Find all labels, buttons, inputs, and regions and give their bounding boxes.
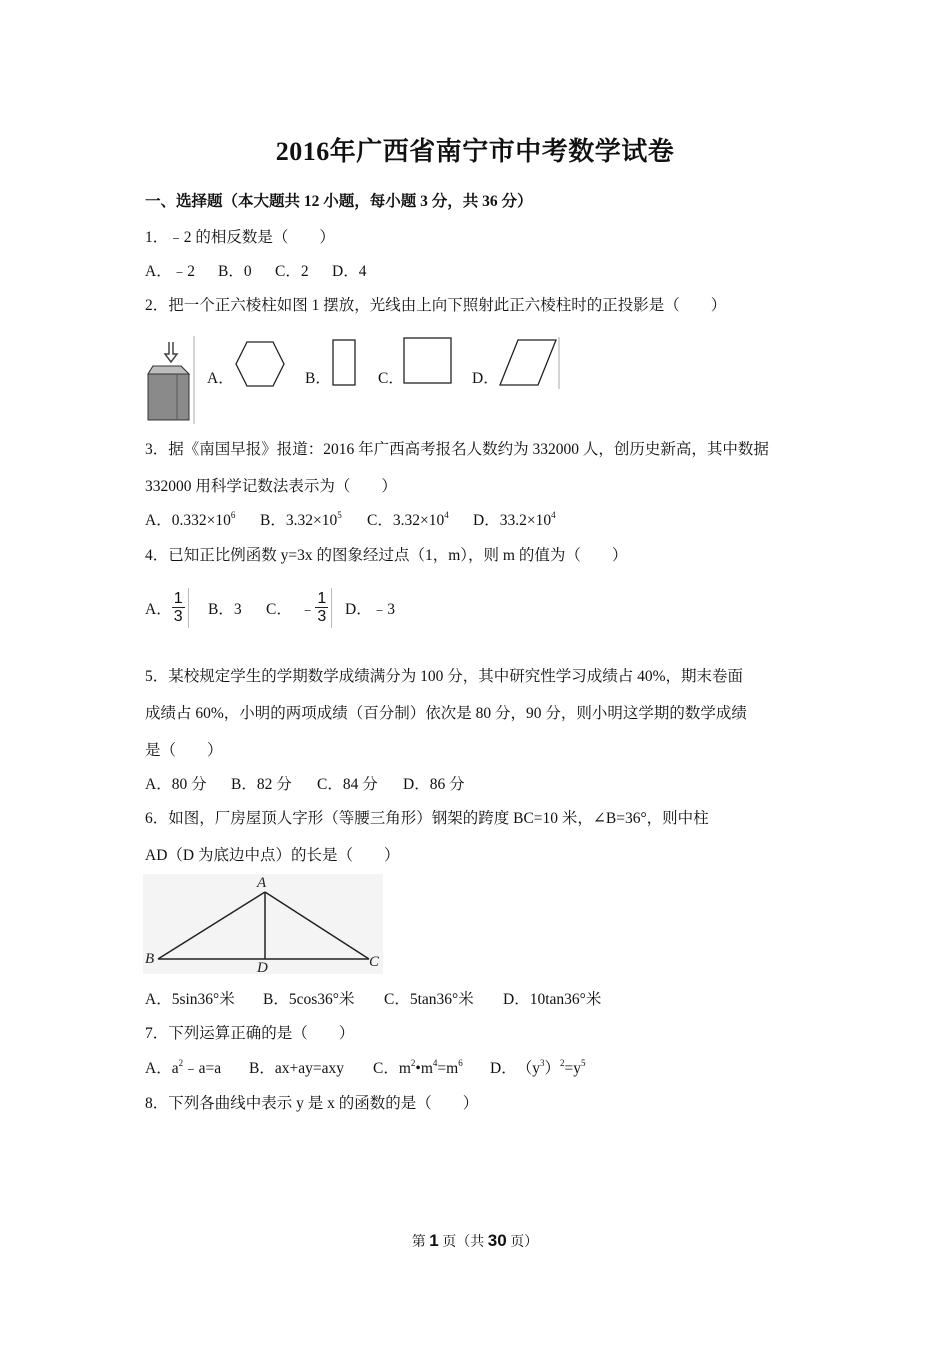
option-a: A．5sin36°米 — [145, 991, 235, 1008]
option-b: B．5cos36°米 — [263, 991, 355, 1008]
question-4-options — [145, 590, 395, 625]
question-2-label-d: D． — [472, 370, 499, 387]
option-a: A． $\frac{1}{3}$ — [145, 590, 208, 625]
question-3-stem-line-1: 3．据《南国早报》报道：2016 年广西高考报名人数约为 332000 人，创历史新高，其中数据 — [145, 441, 769, 458]
vertex-a-label: A — [257, 875, 267, 891]
option-a: A．﹣2 — [145, 263, 195, 280]
option-b: B．3 — [208, 600, 242, 618]
option-d: D．10tan36°米 — [503, 991, 602, 1008]
vertex-b-label: B — [145, 951, 155, 967]
point-d-label: D — [257, 960, 268, 974]
question-3-options — [145, 508, 556, 530]
question-1-stem: 1．﹣2 的相反数是（ ） — [145, 229, 335, 246]
option-a: A．$a^2﹣a=a$ — [145, 1058, 222, 1077]
total-pages: 30 — [487, 1231, 507, 1250]
option-d: D．$(y^3)^2=y^5$ — [490, 1058, 586, 1077]
question-6-stem-line-1: 6．如图，厂房屋顶人字形（等腰三角形）钢架的跨度 BC=10 米，∠B=36°，则中柱 — [145, 810, 709, 827]
option-c: C．$m^2•m^4=m^6$ — [373, 1058, 463, 1077]
section-heading: 一、选择题（本大题共 12 小题，每小题 3 分，共 36 分） — [145, 193, 533, 210]
page-footer: 第 1 页（共 30 页） — [411, 1231, 539, 1250]
vertex-c-label: C — [369, 954, 380, 970]
option-c: C．5tan36°米 — [384, 991, 474, 1008]
current-page-number: 1 — [429, 1231, 439, 1250]
narrow-rectangle-shape — [331, 338, 359, 388]
question-2-label-c: C． — [378, 370, 404, 387]
page-title: 2016年广西省南宁市中考数学试卷 — [275, 137, 675, 166]
triangle-figure — [143, 874, 383, 974]
option-b: B．ax+ay=axy — [249, 1060, 344, 1077]
fraction-one-third: $\frac{1}{3}$ — [315, 590, 332, 625]
question-3-stem-line-2: 332000 用科学记数法表示为（ ） — [145, 478, 397, 495]
option-c: C．2 — [275, 263, 309, 280]
question-5-options — [145, 772, 465, 794]
option-c: C．84 分 — [317, 776, 378, 793]
question-8-stem: 8．下列各曲线中表示 y 是 x 的函数的是（ ） — [145, 1095, 479, 1112]
hexagon-shape — [233, 340, 285, 388]
question-6-stem-line-2: AD（D 为底边中点）的长是（ ） — [145, 847, 400, 864]
question-5-stem-line-3: 是（ ） — [145, 742, 223, 759]
fraction-one-third: $\frac{1}{3}$ — [172, 590, 189, 625]
hexagonal-prism-figure — [145, 336, 197, 424]
option-d: D．4 — [332, 263, 367, 280]
option-d: D．86 分 — [403, 776, 465, 793]
question-6-options — [145, 987, 601, 1009]
option-d: D．$33.2\times 10^4$ — [473, 510, 556, 529]
option-a: A．$0.332\times 10^6$ — [145, 510, 236, 529]
option-d: D．﹣3 — [345, 600, 395, 618]
parallelogram-shape — [496, 337, 562, 389]
option-b: B．82 分 — [231, 776, 292, 793]
wide-rectangle-shape — [402, 336, 454, 386]
question-1-options — [145, 259, 366, 281]
question-7-stem: 7．下列运算正确的是（ ） — [145, 1025, 355, 1042]
option-a: A．80 分 — [145, 776, 207, 793]
option-b: B．0 — [218, 263, 252, 280]
question-2-label-a: A． — [207, 370, 234, 387]
question-4-stem: 4．已知正比例函数 y=3x 的图象经过点（1，m），则 m 的值为（ ） — [145, 547, 628, 564]
option-c: C． ﹣ $\frac{1}{3}$ — [266, 590, 345, 625]
question-5-stem-line-1: 5．某校规定学生的学期数学成绩满分为 100 分，其中研究性学习成绩占 40%，期末卷面 — [145, 668, 744, 685]
question-2-stem: 2．把一个正六棱柱如图 1 摆放，光线由上向下照射此正六棱柱时的正投影是（ ） — [145, 297, 727, 314]
question-7-options — [145, 1056, 585, 1078]
question-5-stem-line-2: 成绩占 60%，小明的两项成绩（百分制）依次是 80 分，90 分，则小明这学期的数学成绩 — [145, 705, 747, 722]
question-2-label-b: B． — [305, 370, 331, 387]
option-b: B．$3.32\times 10^5$ — [260, 510, 342, 529]
option-c: C．$3.32\times 10^4$ — [367, 510, 449, 529]
